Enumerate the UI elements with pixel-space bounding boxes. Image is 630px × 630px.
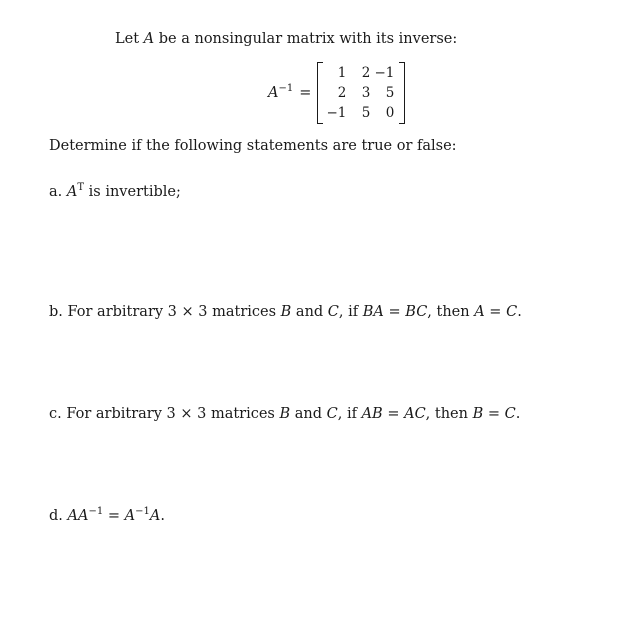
intro-prefix: Let: [115, 31, 144, 47]
matrix-lhs: [268, 85, 293, 101]
matrix-cell: 2: [361, 65, 371, 81]
c-text-1: For arbitrary 3 × 3 matrices: [66, 406, 280, 422]
c-concl-rhs: C: [504, 406, 516, 422]
intro-suffix: be a nonsingular matrix with its inverse:: [154, 31, 458, 47]
b-concl-rhs: C: [506, 304, 518, 320]
c-concl-lhs: B: [472, 406, 484, 422]
matrix-cell: 5: [385, 85, 395, 101]
lhs-exponent: −1: [278, 83, 294, 94]
label-c: c.: [49, 406, 62, 422]
a-base: A: [66, 184, 78, 200]
d-term-1: AA: [67, 508, 89, 524]
matrix-cell: −1: [326, 105, 347, 121]
b-eq-rhs: BC: [405, 304, 428, 320]
b-text-1: For arbitrary 3 × 3 matrices: [67, 304, 281, 320]
c-text-and: and: [290, 406, 327, 422]
intro-var-a: A: [143, 31, 155, 47]
b-text-and: and: [291, 304, 328, 320]
b-var-b: B: [280, 304, 292, 320]
c-var-b: B: [279, 406, 291, 422]
matrix-cell: 1: [337, 65, 347, 81]
instruction-text: Determine if the following statements are true or false:: [49, 138, 457, 154]
b-concl-lhs: A: [474, 304, 485, 320]
b-concl-mid: =: [484, 304, 507, 320]
matrix-cell: 5: [361, 105, 371, 121]
matrix-cell: 0: [385, 105, 395, 121]
c-concl-mid: =: [483, 406, 505, 422]
statement-b: [49, 303, 522, 321]
label-d: d.: [49, 508, 63, 524]
d-exp-1: −1: [88, 506, 104, 517]
c-eq-lhs: AB: [361, 406, 383, 422]
left-bracket: [317, 62, 323, 124]
right-bracket: [399, 62, 405, 124]
b-text-3: , then: [427, 304, 475, 320]
c-text-3: , then: [425, 406, 473, 422]
a-exponent: T: [77, 182, 85, 193]
intro-text: [115, 30, 457, 48]
label-a: a.: [49, 184, 63, 200]
b-text-2: , if: [338, 304, 363, 320]
equals-sign: =: [299, 85, 312, 101]
c-text-2: , if: [337, 406, 362, 422]
matrix-cell: 2: [337, 85, 347, 101]
c-end: .: [515, 406, 521, 422]
b-end: .: [517, 304, 522, 320]
statement-d: [49, 507, 165, 527]
matrix-cell: −1: [374, 65, 395, 81]
b-eq-lhs: BA: [362, 304, 384, 320]
lhs-base: A: [268, 85, 279, 101]
c-eq-mid: =: [382, 406, 405, 422]
c-eq-rhs: AC: [404, 406, 426, 422]
matrix-grid: [325, 63, 397, 123]
a-text: is invertible;: [88, 184, 181, 200]
statement-c: [49, 405, 520, 423]
b-eq-mid: =: [383, 304, 406, 320]
label-b: b.: [49, 304, 63, 320]
b-var-c: C: [327, 304, 339, 320]
c-var-c: C: [326, 406, 338, 422]
d-term-3: A: [149, 508, 161, 524]
d-end: .: [160, 508, 165, 524]
d-equals: =: [103, 508, 125, 524]
statement-a: [49, 183, 181, 203]
inverse-matrix-equation: [268, 60, 405, 126]
d-term-2: A: [124, 508, 136, 524]
matrix-cell: 3: [361, 85, 371, 101]
d-exp-2: −1: [135, 506, 150, 517]
